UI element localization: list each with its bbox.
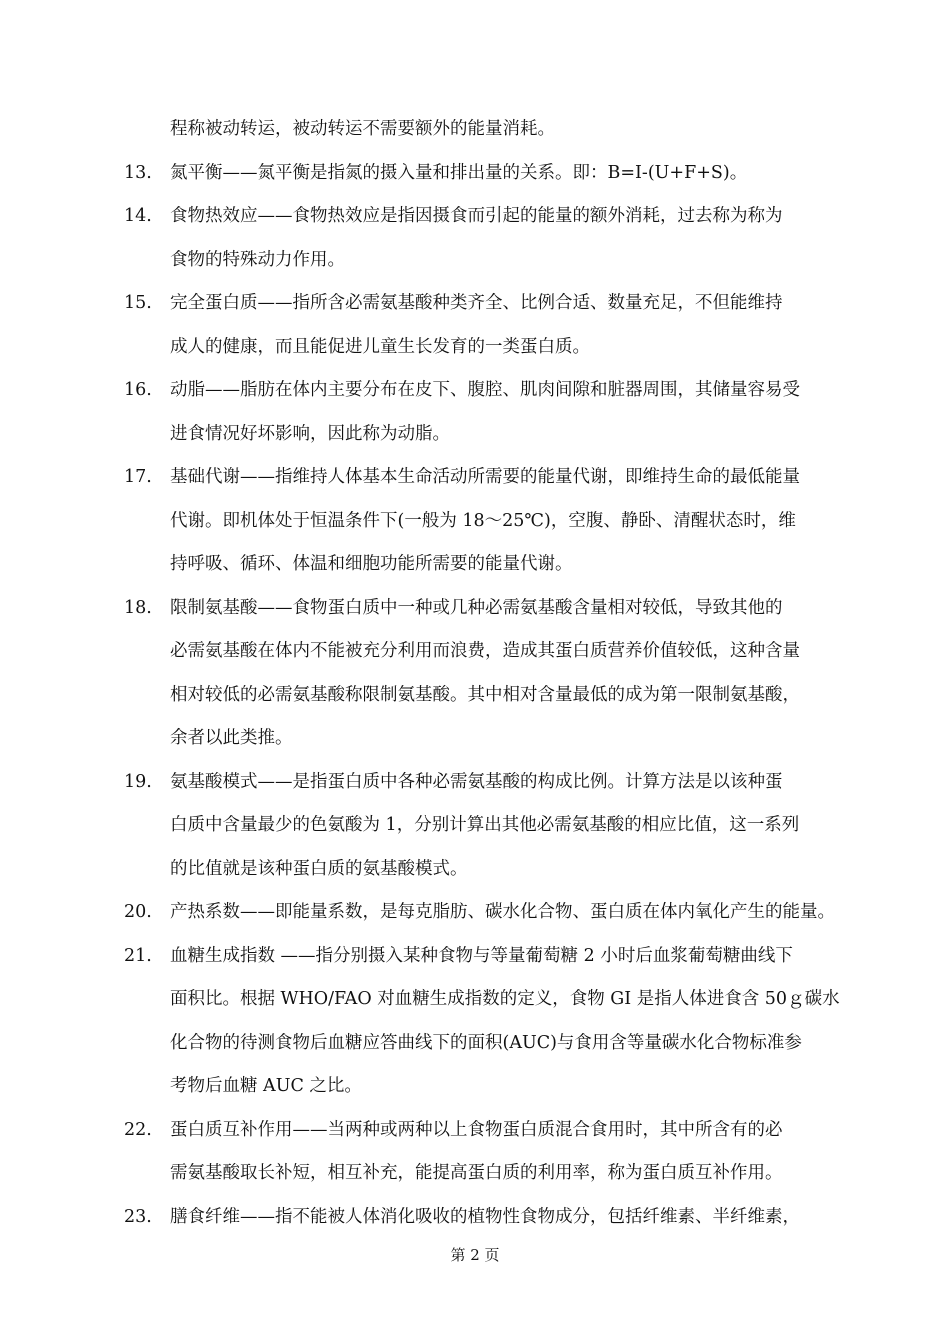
term-definition-text: 限制氨基酸——食物蛋白质中一种或几种必需氨基酸含量相对较低，导致其他的 — [170, 597, 783, 618]
term-definition-text: 动脂——脂肪在体内主要分布在皮下、腹腔、肌肉间隙和脏器周围，其储量容易受 — [170, 380, 800, 400]
continuation-line: 化合物的待测食物后血糖应答曲线下的面积(AUC)与食用含等量碳水化合物标准参 — [170, 1032, 802, 1053]
term-number: 23. — [124, 1206, 152, 1227]
continuation-line: 代谢。即机体处于恒温条件下(一般为 18～25℃)，空腹、静卧、清醒状态时，维 — [170, 510, 796, 531]
term-number: 19. — [124, 771, 152, 792]
continuation-line: 进食情况好坏影响，因此称为动脂。 — [170, 423, 450, 444]
term-number: 22. — [124, 1119, 152, 1140]
term-entry-line — [124, 1109, 854, 1153]
continuation-line: 余者以此类推。 — [170, 728, 293, 748]
continuation-line: 需氨基酸取长补短，相互补充，能提高蛋白质的利用率，称为蛋白质互补作用。 — [170, 1163, 783, 1183]
document-body — [124, 108, 854, 1239]
term-entry-line — [124, 369, 854, 413]
term-number: 15. — [124, 293, 152, 313]
continuation-line: 成人的健康，而且能促进儿童生长发育的一类蛋白质。 — [170, 336, 590, 357]
term-number: 20. — [124, 902, 152, 922]
term-definition-text: 膳食纤维——指不能被人体消化吸收的植物性食物成分，包括纤维素、半纤维素， — [170, 1206, 800, 1227]
term-definition-text: 食物热效应——食物热效应是指因摄食而引起的能量的额外消耗，过去称为称为 — [170, 206, 783, 226]
term-definition-text: 蛋白质互补作用——当两种或两种以上食物蛋白质混合食用时，其中所含有的必 — [170, 1119, 783, 1140]
term-entry-line — [124, 935, 854, 979]
term-entry-line — [124, 456, 854, 500]
continuation-line: 白质中含量最少的色氨酸为 1，分别计算出其他必需氨基酸的相应比值，这一系列 — [170, 815, 800, 835]
term-definition-text: 氮平衡——氮平衡是指氮的摄入量和排出量的关系。即：B=I-(U+F+S)。 — [170, 162, 748, 183]
continuation-line: 面积比。根据 WHO/FAO 对血糖生成指数的定义，食物 GI 是指人体进食含 50ｇ碳水 — [170, 989, 840, 1009]
term-entry-line — [124, 1196, 854, 1240]
term-definition-text: 完全蛋白质——指所含必需氨基酸种类齐全、比例合适、数量充足，不但能维持 — [170, 293, 783, 313]
continuation-line: 必需氨基酸在体内不能被充分利用而浪费，造成其蛋白质营养价值较低，这种含量 — [170, 641, 800, 661]
continuation-line: 程称被动转运，被动转运不需要额外的能量消耗。 — [170, 119, 555, 139]
term-definition-text: 产热系数——即能量系数，是每克脂肪、碳水化合物、蛋白质在体内氧化产生的能量。 — [170, 902, 835, 922]
term-number: 16. — [124, 380, 152, 400]
term-entry-line — [124, 282, 854, 326]
term-entry-line — [124, 152, 854, 196]
term-entry-line — [124, 195, 854, 239]
continuation-line: 相对较低的必需氨基酸称限制氨基酸。其中相对含量最低的成为第一限制氨基酸， — [170, 684, 800, 705]
term-definition-text: 基础代谢——指维持人体基本生命活动所需要的能量代谢，即维持生命的最低能量 — [170, 467, 800, 487]
term-entry-line — [124, 587, 854, 631]
term-number: 14. — [124, 206, 152, 226]
term-number: 21. — [124, 945, 152, 966]
term-entry-line — [124, 761, 854, 805]
term-number: 13. — [124, 162, 152, 183]
page-number: 第 2 页 — [450, 1246, 500, 1264]
term-definition-text: 血糖生成指数 ——指分别摄入某种食物与等量葡萄糖 2 小时后血浆葡萄糖曲线下 — [170, 945, 793, 966]
continuation-line: 考物后血糖 AUC 之比。 — [170, 1076, 362, 1096]
continuation-line: 持呼吸、循环、体温和细胞功能所需要的能量代谢。 — [170, 554, 573, 574]
term-entry-line — [124, 891, 854, 935]
continuation-line: 食物的特殊动力作用。 — [170, 249, 345, 270]
term-number: 18. — [124, 597, 152, 618]
continuation-line: 的比值就是该种蛋白质的氨基酸模式。 — [170, 858, 468, 879]
term-definition-text: 氨基酸模式——是指蛋白质中各种必需氨基酸的构成比例。计算方法是以该种蛋 — [170, 771, 783, 792]
term-number: 17. — [124, 467, 152, 487]
